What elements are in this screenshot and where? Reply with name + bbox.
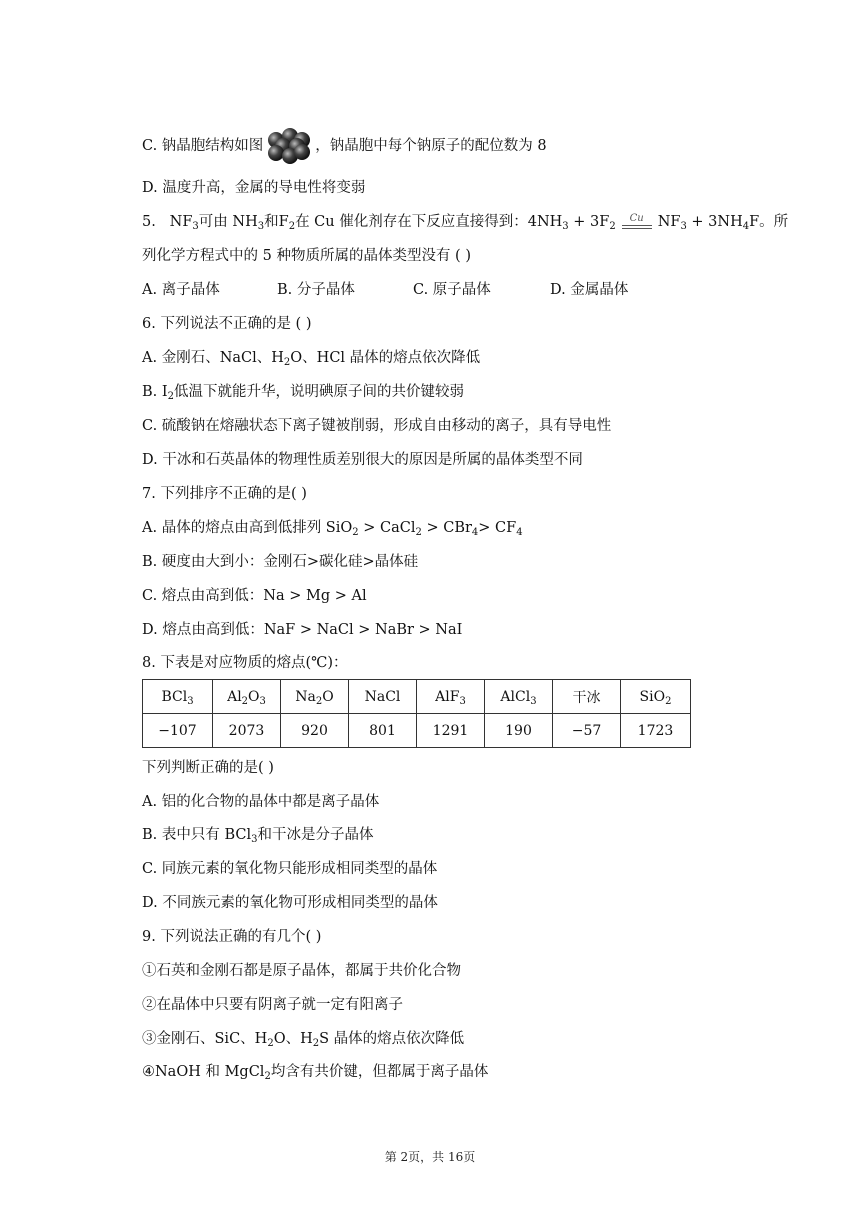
q7-option-a: A. 晶体的熔点由高到低排列 SiO$_2$ > CaCl$_2$ > $CBr_4> CF_4$: [142, 520, 523, 538]
q5-option-a: A. 离子晶体: [142, 282, 220, 298]
table-header-cell: 干冰: [553, 680, 621, 714]
q6-stem: 6. 下列说法不正确的是 ( ): [142, 316, 312, 332]
table-cell: −57: [553, 714, 621, 748]
table-header-cell: $Al_2O_3$: [213, 680, 281, 714]
sodium-bcc-crystal-icon: [266, 128, 312, 164]
q5-text: NF: [169, 214, 193, 230]
q5-text: NF: [657, 214, 681, 230]
table-header-cell: NaCl: [349, 680, 417, 714]
q9-statement-4: ④NaOH 和 MgCl$_2$均含有共价键，但都属于离子晶体: [142, 1064, 489, 1082]
q8-judge: 下列判断正确的是( ): [142, 760, 274, 776]
table-header-cell: AlF$_3$: [417, 680, 485, 714]
q7-option-d: D. 熔点由高到低：NaF > NaCl > NaBr > NaI: [142, 622, 463, 638]
q5-text: 和F: [264, 214, 289, 230]
table-row: [143, 714, 691, 748]
q9-statement-3-text: O、H: [273, 1031, 313, 1047]
q6-option-b-text: 低温下就能升华，说明碘原子间的共价键较弱: [173, 384, 464, 400]
q8-option-b-text: 和干冰是分子晶体: [257, 827, 374, 843]
q6-option-c: C. 硫酸钠在熔融状态下离子键被削弱，形成自由移动的离子，具有导电性: [142, 418, 612, 434]
q9-statement-3-text: S 晶体的熔点依次降低: [319, 1031, 465, 1047]
catalyst-label: Cu: [629, 213, 644, 224]
q5-text: F。所: [749, 214, 789, 230]
q6-option-b-text: B. I: [142, 384, 168, 400]
q5-text: 在 Cu 催化剂存在下反应直接得到：4NH: [295, 214, 563, 230]
q5-stem-line1: 5. $NF_3$可由 $NH_3$和$F_2$在 Cu 催化剂存在下反应直接得到：$4NH_3 + 3F_2$ Cu $NF_3 + 3NH_4F$。所: [142, 212, 788, 232]
table-header-cell: $Na_2O$: [281, 680, 349, 714]
table-cell: 920: [281, 714, 349, 748]
q9-statement-3: ③金刚石、SiC、$H_2O$、$H_2S$ 晶体的熔点依次降低: [142, 1031, 465, 1049]
q9-statement-1: ①石英和金刚石都是原子晶体，都属于共价化合物: [142, 963, 461, 979]
table-header-row: [143, 680, 691, 714]
q4-option-c-text: C. 钠晶胞结构如图: [142, 138, 264, 154]
q5-options: [142, 280, 628, 300]
table-header-cell: SiO$_2$: [621, 680, 691, 714]
page-footer: 第 2页，共 16页: [384, 1150, 476, 1164]
q7-option-a-text: > CF: [478, 520, 517, 536]
q6-option-a: A. 金刚石、NaCl、$H_2O$、HCl 晶体的熔点依次降低: [142, 350, 481, 368]
q9-statement-2: ②在晶体中只要有阴离子就一定有阳离子: [142, 997, 403, 1013]
q5-text: + 3F: [568, 214, 610, 230]
q7-stem: 7. 下列排序不正确的是( ): [142, 486, 307, 502]
q5-option-c: C. 原子晶体: [413, 282, 491, 298]
q5-number: 5.: [142, 214, 156, 230]
q9-statement-4-text: ④NaOH 和 MgCl: [142, 1064, 265, 1080]
q7-option-a-text: A. 晶体的熔点由高到低排列 SiO: [142, 520, 353, 536]
melting-point-table: [142, 679, 691, 748]
q9-statement-3-text: ③金刚石、SiC、H: [142, 1031, 268, 1047]
q6-option-d: D. 干冰和石英晶体的物理性质差别很大的原因是所属的晶体类型不同: [142, 452, 583, 468]
table-cell: −107: [143, 714, 213, 748]
catalyst-arrow: [620, 213, 654, 231]
q6-option-a-text: O、HCl 晶体的熔点依次降低: [290, 350, 481, 366]
q7-option-b: B. 硬度由大到小：金刚石>碳化硅>晶体硅: [142, 554, 419, 570]
table-cell: 1723: [621, 714, 691, 748]
q5-text: + 3NH: [686, 214, 743, 230]
q8-option-b-text: B. 表中只有 BCl: [142, 827, 252, 843]
q7-option-a-text: > CaCl: [358, 520, 416, 536]
q5-stem-line2: 列化学方程式中的 5 种物质所属的晶体类型没有 ( ): [142, 248, 471, 264]
table-cell: 801: [349, 714, 417, 748]
q8-option-c: C. 同族元素的氧化物只能形成相同类型的晶体: [142, 861, 438, 877]
table-cell: 2073: [213, 714, 281, 748]
q8-option-b: B. 表中只有 BCl$_3$和干冰是分子晶体: [142, 827, 374, 845]
q6-option-a-text: A. 金刚石、NaCl、H: [142, 350, 284, 366]
q4-option-c-tail: ，钠晶胞中每个钠原子的配位数为 8: [315, 138, 547, 154]
q9-stem: 9. 下列说法正确的有几个( ): [142, 929, 322, 945]
q4-option-d: D. 温度升高，金属的导电性将变弱: [142, 180, 366, 196]
q8-option-a: A. 铝的化合物的晶体中都是离子晶体: [142, 794, 380, 810]
table-cell: 190: [485, 714, 553, 748]
table-header-cell: AlCl$_3$: [485, 680, 553, 714]
q5-option-b: B. 分子晶体: [277, 282, 355, 298]
q4-option-c: [142, 128, 547, 164]
q9-statement-4-text: 均含有共价键，但都属于离子晶体: [270, 1064, 489, 1080]
q8-stem: 8. 下表是对应物质的熔点(℃)：: [142, 655, 348, 671]
q6-option-b: B. $I_2$低温下就能升华，说明碘原子间的共价键较弱: [142, 384, 464, 402]
q7-option-a-text: > CBr: [421, 520, 472, 536]
table-cell: 1291: [417, 714, 485, 748]
q8-option-d: D. 不同族元素的氧化物可形成相同类型的晶体: [142, 895, 438, 911]
table-header-cell: BCl$_3$: [143, 680, 213, 714]
q5-option-d: D. 金属晶体: [550, 282, 629, 298]
q5-text: 可由 NH: [198, 214, 258, 230]
q7-option-c: C. 熔点由高到低：Na > Mg > Al: [142, 588, 367, 604]
